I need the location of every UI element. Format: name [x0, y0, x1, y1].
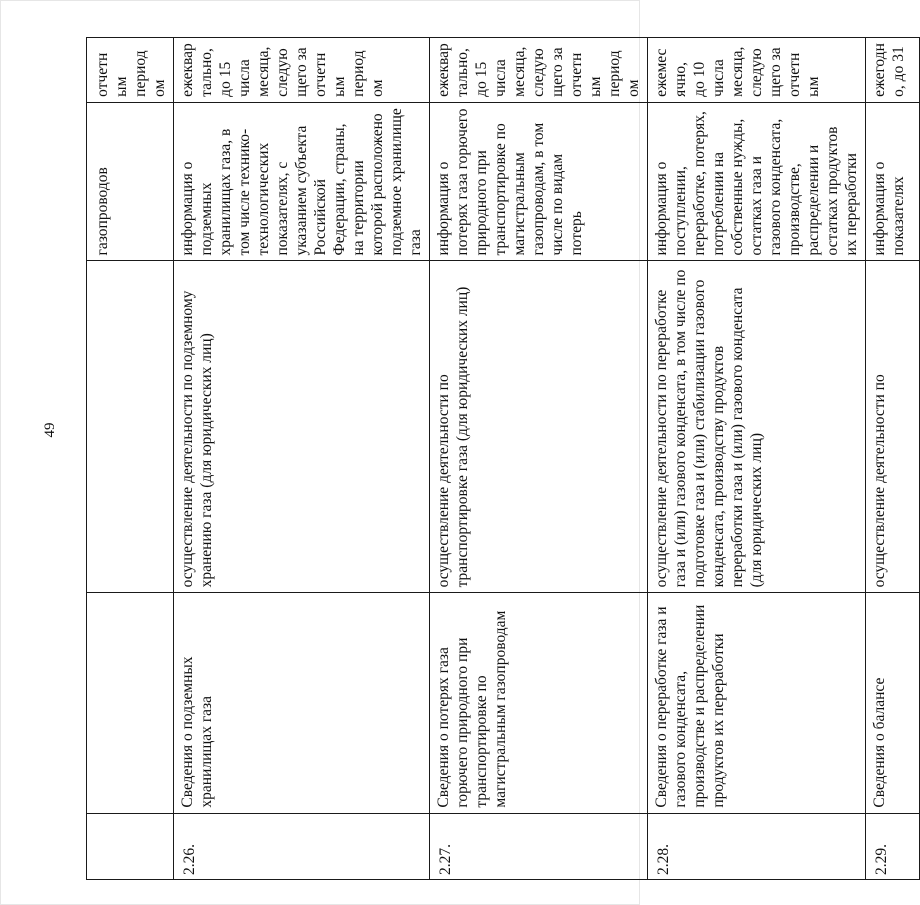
cell-subject: осуществление деятельности по транспортировке газа (для юридических лиц) — [430, 261, 648, 593]
cell-name: Сведения о переработке газа и газового конденсата, производстве и распределении продуктов их переработки — [648, 593, 866, 813]
cell-content: информация о показателях — [866, 102, 920, 261]
cell-content: информация о потерях газа горючего природного при транспортировке по магистральным газопроводам, в том числе по видам потерь — [430, 102, 648, 261]
cell-number: 2.28. — [648, 813, 866, 879]
cell-content: информация о поступлении, переработке, потерях, потреблении на собственные нужды, остатках газа и газового конденсата, производстве, распределении и остатках продуктов их переработки — [648, 102, 866, 261]
rotated-table-container — [86, 37, 907, 880]
cell-number: 2.27. — [430, 813, 648, 879]
cell-subject: осуществление деятельности по подземному хранению газа (для юридических лиц) — [174, 261, 430, 593]
cell-period: ежемесячно, до 10 числа месяца, следующего за отчетным — [648, 38, 866, 103]
cell-content: газопроводов — [87, 102, 174, 261]
report-table — [86, 37, 920, 880]
cell-subject — [87, 261, 174, 593]
cell-name: Сведения о подземных хранилищах газа — [174, 593, 430, 813]
page-number: 49 — [42, 422, 58, 438]
cell-period: отчетным периодом — [87, 38, 174, 103]
cell-content: информация о подземных хранилищах газа, в том числе технико-технологических показателях, с указанием субъекта Российской Федерации, страны, на территории которой расположено подземное хранилище газа — [174, 102, 430, 261]
cell-name: Сведения о балансе — [866, 593, 920, 813]
cell-number: 2.26. — [174, 813, 430, 879]
cell-period: ежегодно, до 31 — [866, 38, 920, 103]
cell-name — [87, 593, 174, 813]
cell-name: Сведения о потерях газа горючего природного при транспортировке по магистральным газопроводам — [430, 593, 648, 813]
table-row — [866, 38, 920, 880]
table-row — [430, 38, 648, 880]
cell-period: ежеквартально, до 15 числа месяца, следующего за отчетным периодом — [174, 38, 430, 103]
table-row — [648, 38, 866, 880]
cell-subject: осуществление деятельности по переработке газа и (или) газового конденсата, в том числе по подготовке газа и (или) стабилизации газового конденсата, производству продуктов переработки газа и (или) газового конденсата (для юридических лиц) — [648, 261, 866, 593]
cell-number: 2.29. — [866, 813, 920, 879]
cell-subject: осуществление деятельности по — [866, 261, 920, 593]
cell-number — [87, 813, 174, 879]
table-row — [174, 38, 430, 880]
table-row — [87, 38, 174, 880]
cell-period: ежеквартально, до 15 числа месяца, следующего за отчетным периодом — [430, 38, 648, 103]
